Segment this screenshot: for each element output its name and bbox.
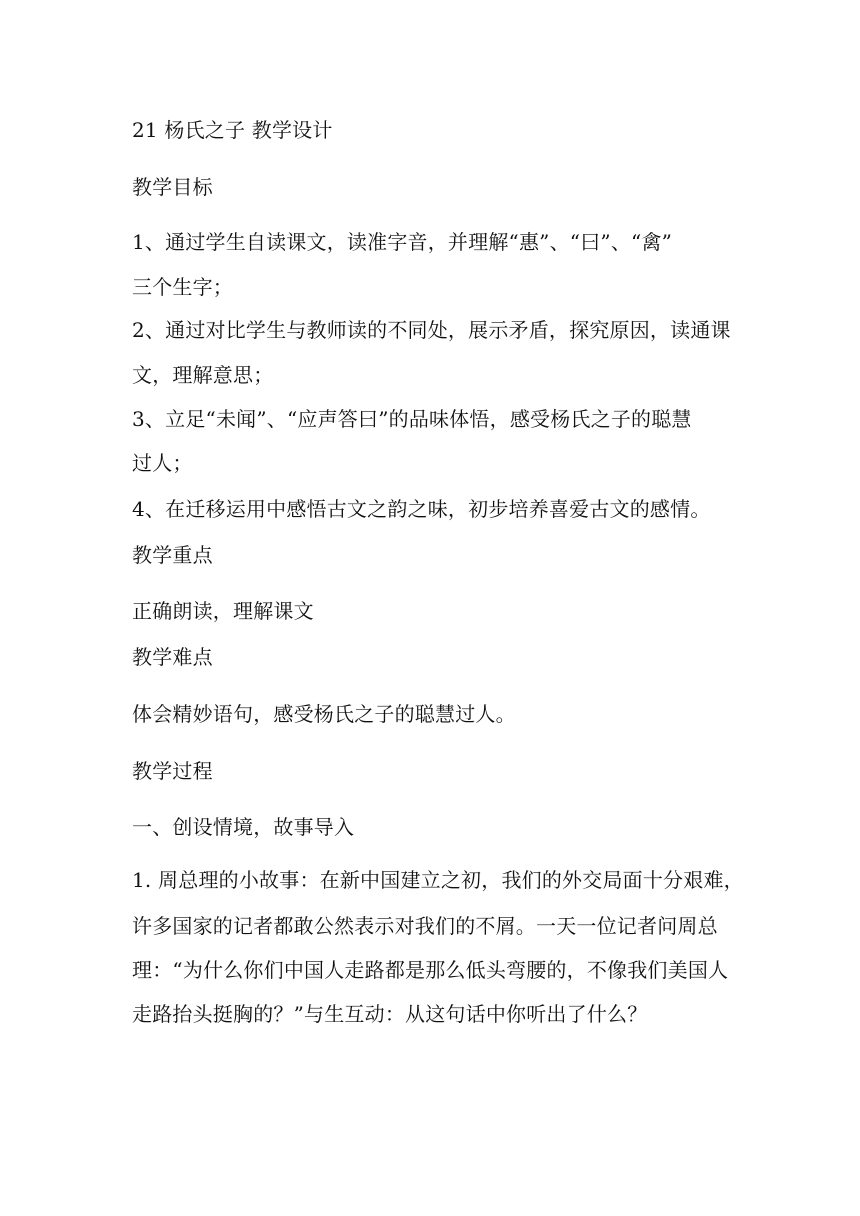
- objective-3-line-2: 过人；: [132, 451, 193, 475]
- section1-para-line-4: 走路抬头挺胸的？”与生互动：从这句话中你听出了什么？: [132, 1002, 648, 1026]
- section1-para-line-3: 理：“为什么你们中国人走路都是那么低头弯腰的，不像我们美国人: [132, 958, 729, 982]
- objectives-heading: 教学目标: [132, 175, 213, 199]
- process-heading: 教学过程: [132, 759, 213, 783]
- objective-3-line-1: 3、立足“未闻”、“应声答曰”的品味体悟，感受杨氏之子的聪慧: [132, 407, 692, 431]
- objective-2-line-1: 2、通过对比学生与教师读的不同处，展示矛盾，探究原因，读通课: [132, 318, 731, 342]
- difficulties-heading: 教学难点: [132, 645, 213, 669]
- objective-1-line-1: 1、通过学生自读课文，读准字音，并理解“惠”、“曰”、“禽”: [132, 230, 673, 254]
- document-title: 21 杨氏之子 教学设计: [132, 118, 333, 142]
- section1-para-line-2: 许多国家的记者都敢公然表示对我们的不屑。一天一位记者问周总: [132, 914, 718, 938]
- difficulties-text: 体会精妙语句，感受杨氏之子的聪慧过人。: [132, 702, 516, 726]
- objective-1-line-2: 三个生字；: [132, 275, 233, 299]
- key-points-text: 正确朗读，理解课文: [132, 599, 314, 623]
- objective-4-line-1: 4、在迁移运用中感悟古文之韵之味，初步培养喜爱古文的感情。: [132, 497, 711, 521]
- objective-2-line-2: 文，理解意思；: [132, 363, 274, 387]
- key-points-heading: 教学重点: [132, 543, 213, 567]
- section1-para-line-1: 1. 周总理的小故事：在新中国建立之初，我们的外交局面十分艰难，: [132, 868, 744, 892]
- section1-heading: 一、创设情境，故事导入: [132, 815, 355, 839]
